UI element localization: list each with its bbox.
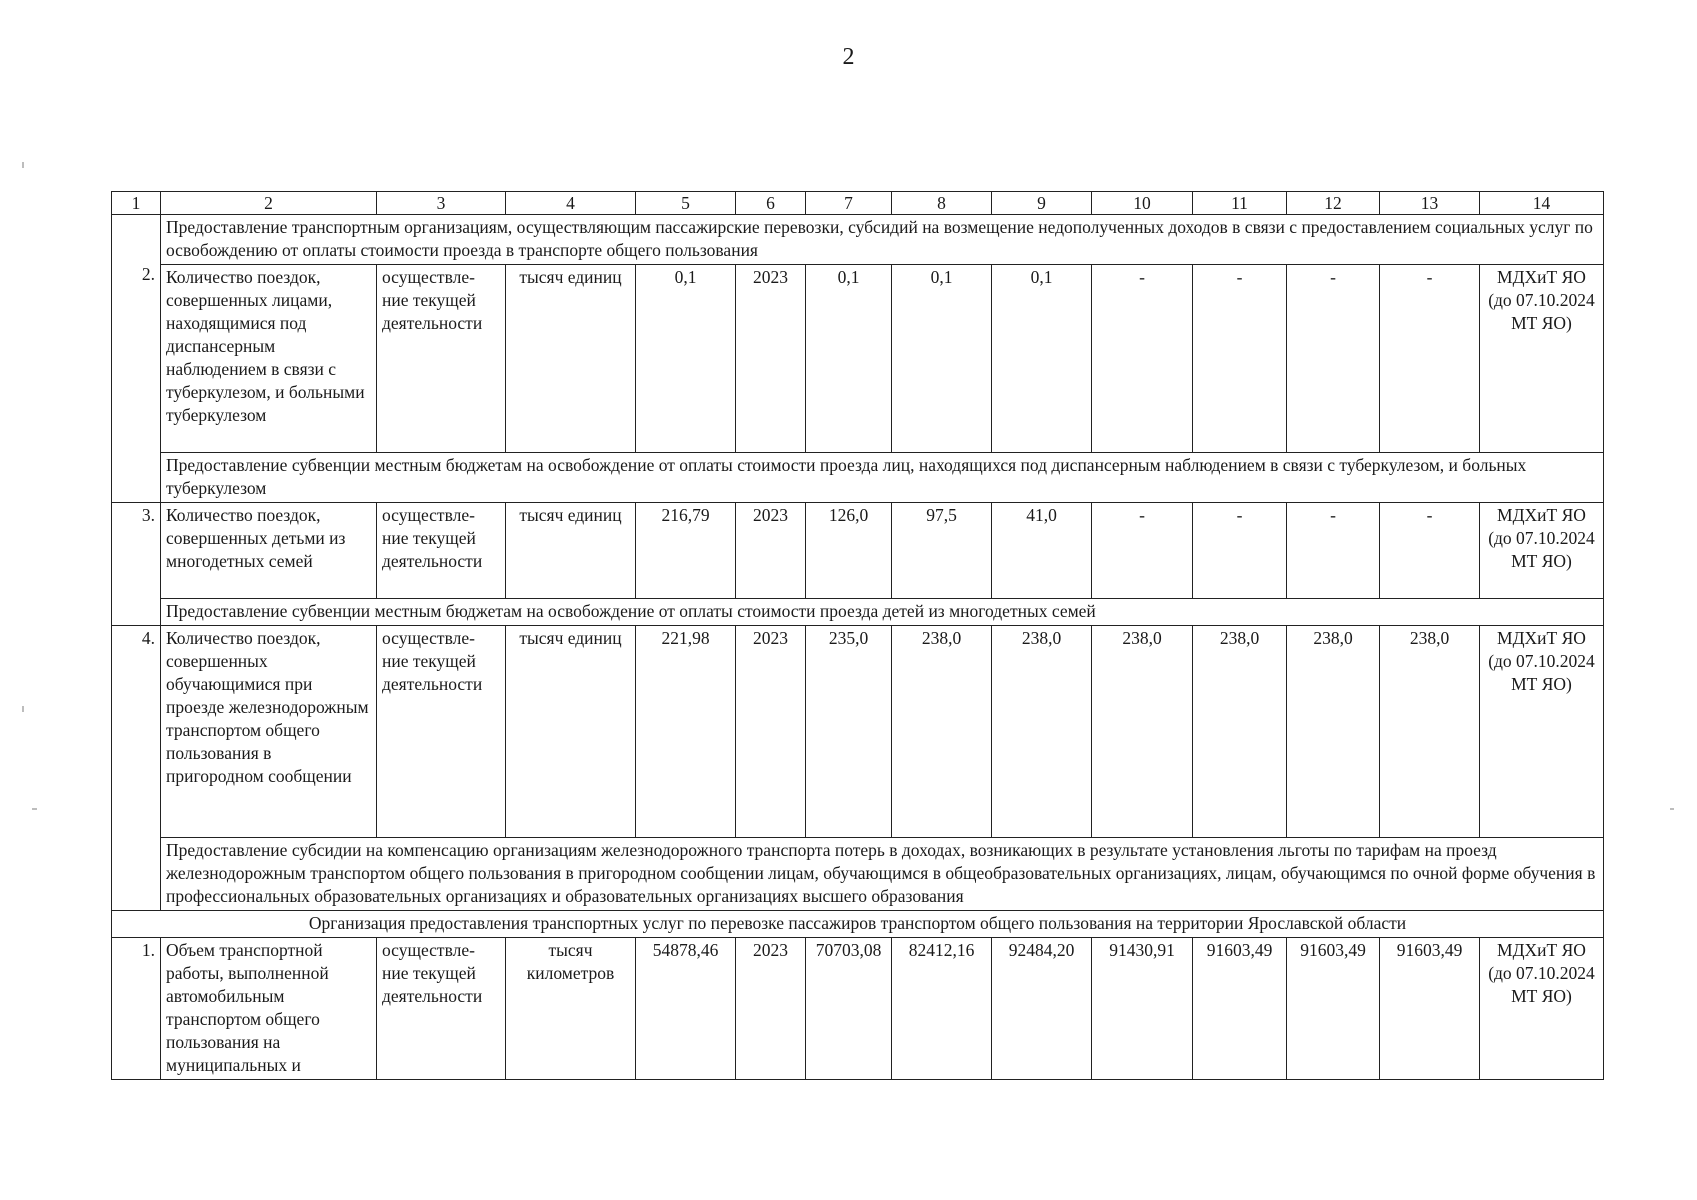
value-cell: 238,0 (1092, 626, 1193, 838)
value-cell: 2023 (736, 265, 806, 453)
value-cell: 91430,91 (1092, 938, 1193, 1080)
page-number: 2 (842, 44, 855, 70)
table-row (112, 599, 1604, 626)
column-number: 14 (1480, 192, 1604, 215)
value-cell: 216,79 (636, 503, 736, 599)
section-row (112, 911, 1604, 938)
value-cell: 92484,20 (992, 938, 1092, 1080)
column-number: 10 (1092, 192, 1193, 215)
value-cell: 82412,16 (892, 938, 992, 1080)
value-cell: - (1380, 503, 1480, 599)
value-cell: 2023 (736, 938, 806, 1080)
column-number: 5 (636, 192, 736, 215)
value-cell: 0,1 (636, 265, 736, 453)
measure-description: Предоставление субвенции местным бюджетам на освобождение от оплаты стоимости проезда детей из многодетных семей (161, 599, 1604, 626)
value-cell: - (1287, 503, 1380, 599)
indicator-name: Количество поездок, совершенных лицами, находящимися под диспансерным наблюдением в связи с туберкулезом, и больными туберкулезом (161, 265, 377, 453)
indicator-source: осуществле-ние текущей деятельности (377, 626, 506, 838)
responsible-cell: МДХиТ ЯО (до 07.10.2024 МТ ЯО) (1480, 265, 1604, 453)
row-number: 2. (141, 264, 155, 284)
row-number: 3. (112, 503, 161, 626)
value-cell: 91603,49 (1193, 938, 1287, 1080)
indicator-unit: тысяч единиц (506, 265, 636, 453)
table-row (112, 215, 1604, 265)
value-cell: 2023 (736, 626, 806, 838)
column-number: 1 (112, 192, 161, 215)
value-cell: 70703,08 (806, 938, 892, 1080)
column-number: 13 (1380, 192, 1480, 215)
measure-description: Предоставление субвенции местным бюджетам на освобождение от оплаты стоимости проезда лиц, находящихся под диспансерным наблюдением в связи с туберкулезом, и больных туберкулезом (161, 453, 1604, 503)
column-number: 9 (992, 192, 1092, 215)
value-cell: - (1380, 265, 1480, 453)
indicator-source: осуществле-ние текущей деятельности (377, 265, 506, 453)
table-row (112, 938, 1604, 1080)
section-title: Организация предоставления транспортных услуг по перевозке пассажиров транспортом общего пользования на территории Ярославской области (112, 911, 1604, 938)
table-row (112, 453, 1604, 503)
value-cell: - (1287, 265, 1380, 453)
value-cell: - (1193, 265, 1287, 453)
value-cell: - (1193, 503, 1287, 599)
column-number: 6 (736, 192, 806, 215)
row-number: 4. (112, 626, 161, 911)
responsible-cell: МДХиТ ЯО (до 07.10.2024 МТ ЯО) (1480, 626, 1604, 838)
scan-speck (22, 706, 24, 712)
column-number: 8 (892, 192, 992, 215)
column-number: 3 (377, 192, 506, 215)
indicator-unit: тысяч единиц (506, 626, 636, 838)
value-cell: 91603,49 (1380, 938, 1480, 1080)
indicator-name: Объем транспортной работы, выполненной автомобильным транспортом общего пользования на муниципальных и (161, 938, 377, 1080)
row-number-cell (112, 215, 161, 503)
value-cell: 54878,46 (636, 938, 736, 1080)
column-number: 7 (806, 192, 892, 215)
scan-speck (22, 162, 24, 168)
value-cell: 91603,49 (1287, 938, 1380, 1080)
measure-description: Предоставление транспортным организациям, осуществляющим пассажирские перевозки, субсидий на возмещение недополученных доходов в связи с предоставлением социальных услуг по освобождению от оплаты стоимости проезда в транспорте общего пользования (161, 215, 1604, 265)
value-cell: 2023 (736, 503, 806, 599)
value-cell: 238,0 (1193, 626, 1287, 838)
value-cell: 0,1 (992, 265, 1092, 453)
value-cell: - (1092, 503, 1193, 599)
value-cell: 0,1 (806, 265, 892, 453)
indicators-table (111, 191, 1604, 1080)
value-cell: 41,0 (992, 503, 1092, 599)
value-cell: 238,0 (892, 626, 992, 838)
table-row (112, 838, 1604, 911)
indicator-source: осуществле-ние текущей деятельности (377, 938, 506, 1080)
column-number: 4 (506, 192, 636, 215)
value-cell: 221,98 (636, 626, 736, 838)
indicator-name: Количество поездок, совершенных обучающимися при проезде железнодорожным транспортом общего пользования в пригородном сообщении (161, 626, 377, 838)
measure-description: Предоставление субсидии на компенсацию организациям железнодорожного транспорта потерь в доходах, возникающих в результате установления льготы по тарифам на проезд железнодорожным транспортом общего пользования в пригородном сообщении лицам, обучающимся в общеобразовательных организациях, лицам, обучающимся по очной форме обучения в профессиональных образовательных организациях и образовательных организациях высшего образования (161, 838, 1604, 911)
row-number: 1. (112, 938, 161, 1080)
column-number: 12 (1287, 192, 1380, 215)
value-cell: 126,0 (806, 503, 892, 599)
value-cell: 238,0 (1380, 626, 1480, 838)
indicator-source: осуществле-ние текущей деятельности (377, 503, 506, 599)
table-row (112, 503, 1604, 599)
table-row (112, 626, 1604, 838)
scan-speck (32, 808, 37, 810)
scan-speck (1670, 808, 1674, 810)
responsible-cell: МДХиТ ЯО (до 07.10.2024 МТ ЯО) (1480, 503, 1604, 599)
indicator-unit: тысяч единиц (506, 503, 636, 599)
indicator-name: Количество поездок, совершенных детьми из многодетных семей (161, 503, 377, 599)
column-number: 2 (161, 192, 377, 215)
indicator-unit: тысяч километров (506, 938, 636, 1080)
table-row (112, 265, 1604, 453)
value-cell: 238,0 (1287, 626, 1380, 838)
value-cell: - (1092, 265, 1193, 453)
column-number-row (112, 192, 1604, 215)
value-cell: 235,0 (806, 626, 892, 838)
value-cell: 238,0 (992, 626, 1092, 838)
column-number: 11 (1193, 192, 1287, 215)
value-cell: 97,5 (892, 503, 992, 599)
responsible-cell: МДХиТ ЯО (до 07.10.2024 МТ ЯО) (1480, 938, 1604, 1080)
value-cell: 0,1 (892, 265, 992, 453)
